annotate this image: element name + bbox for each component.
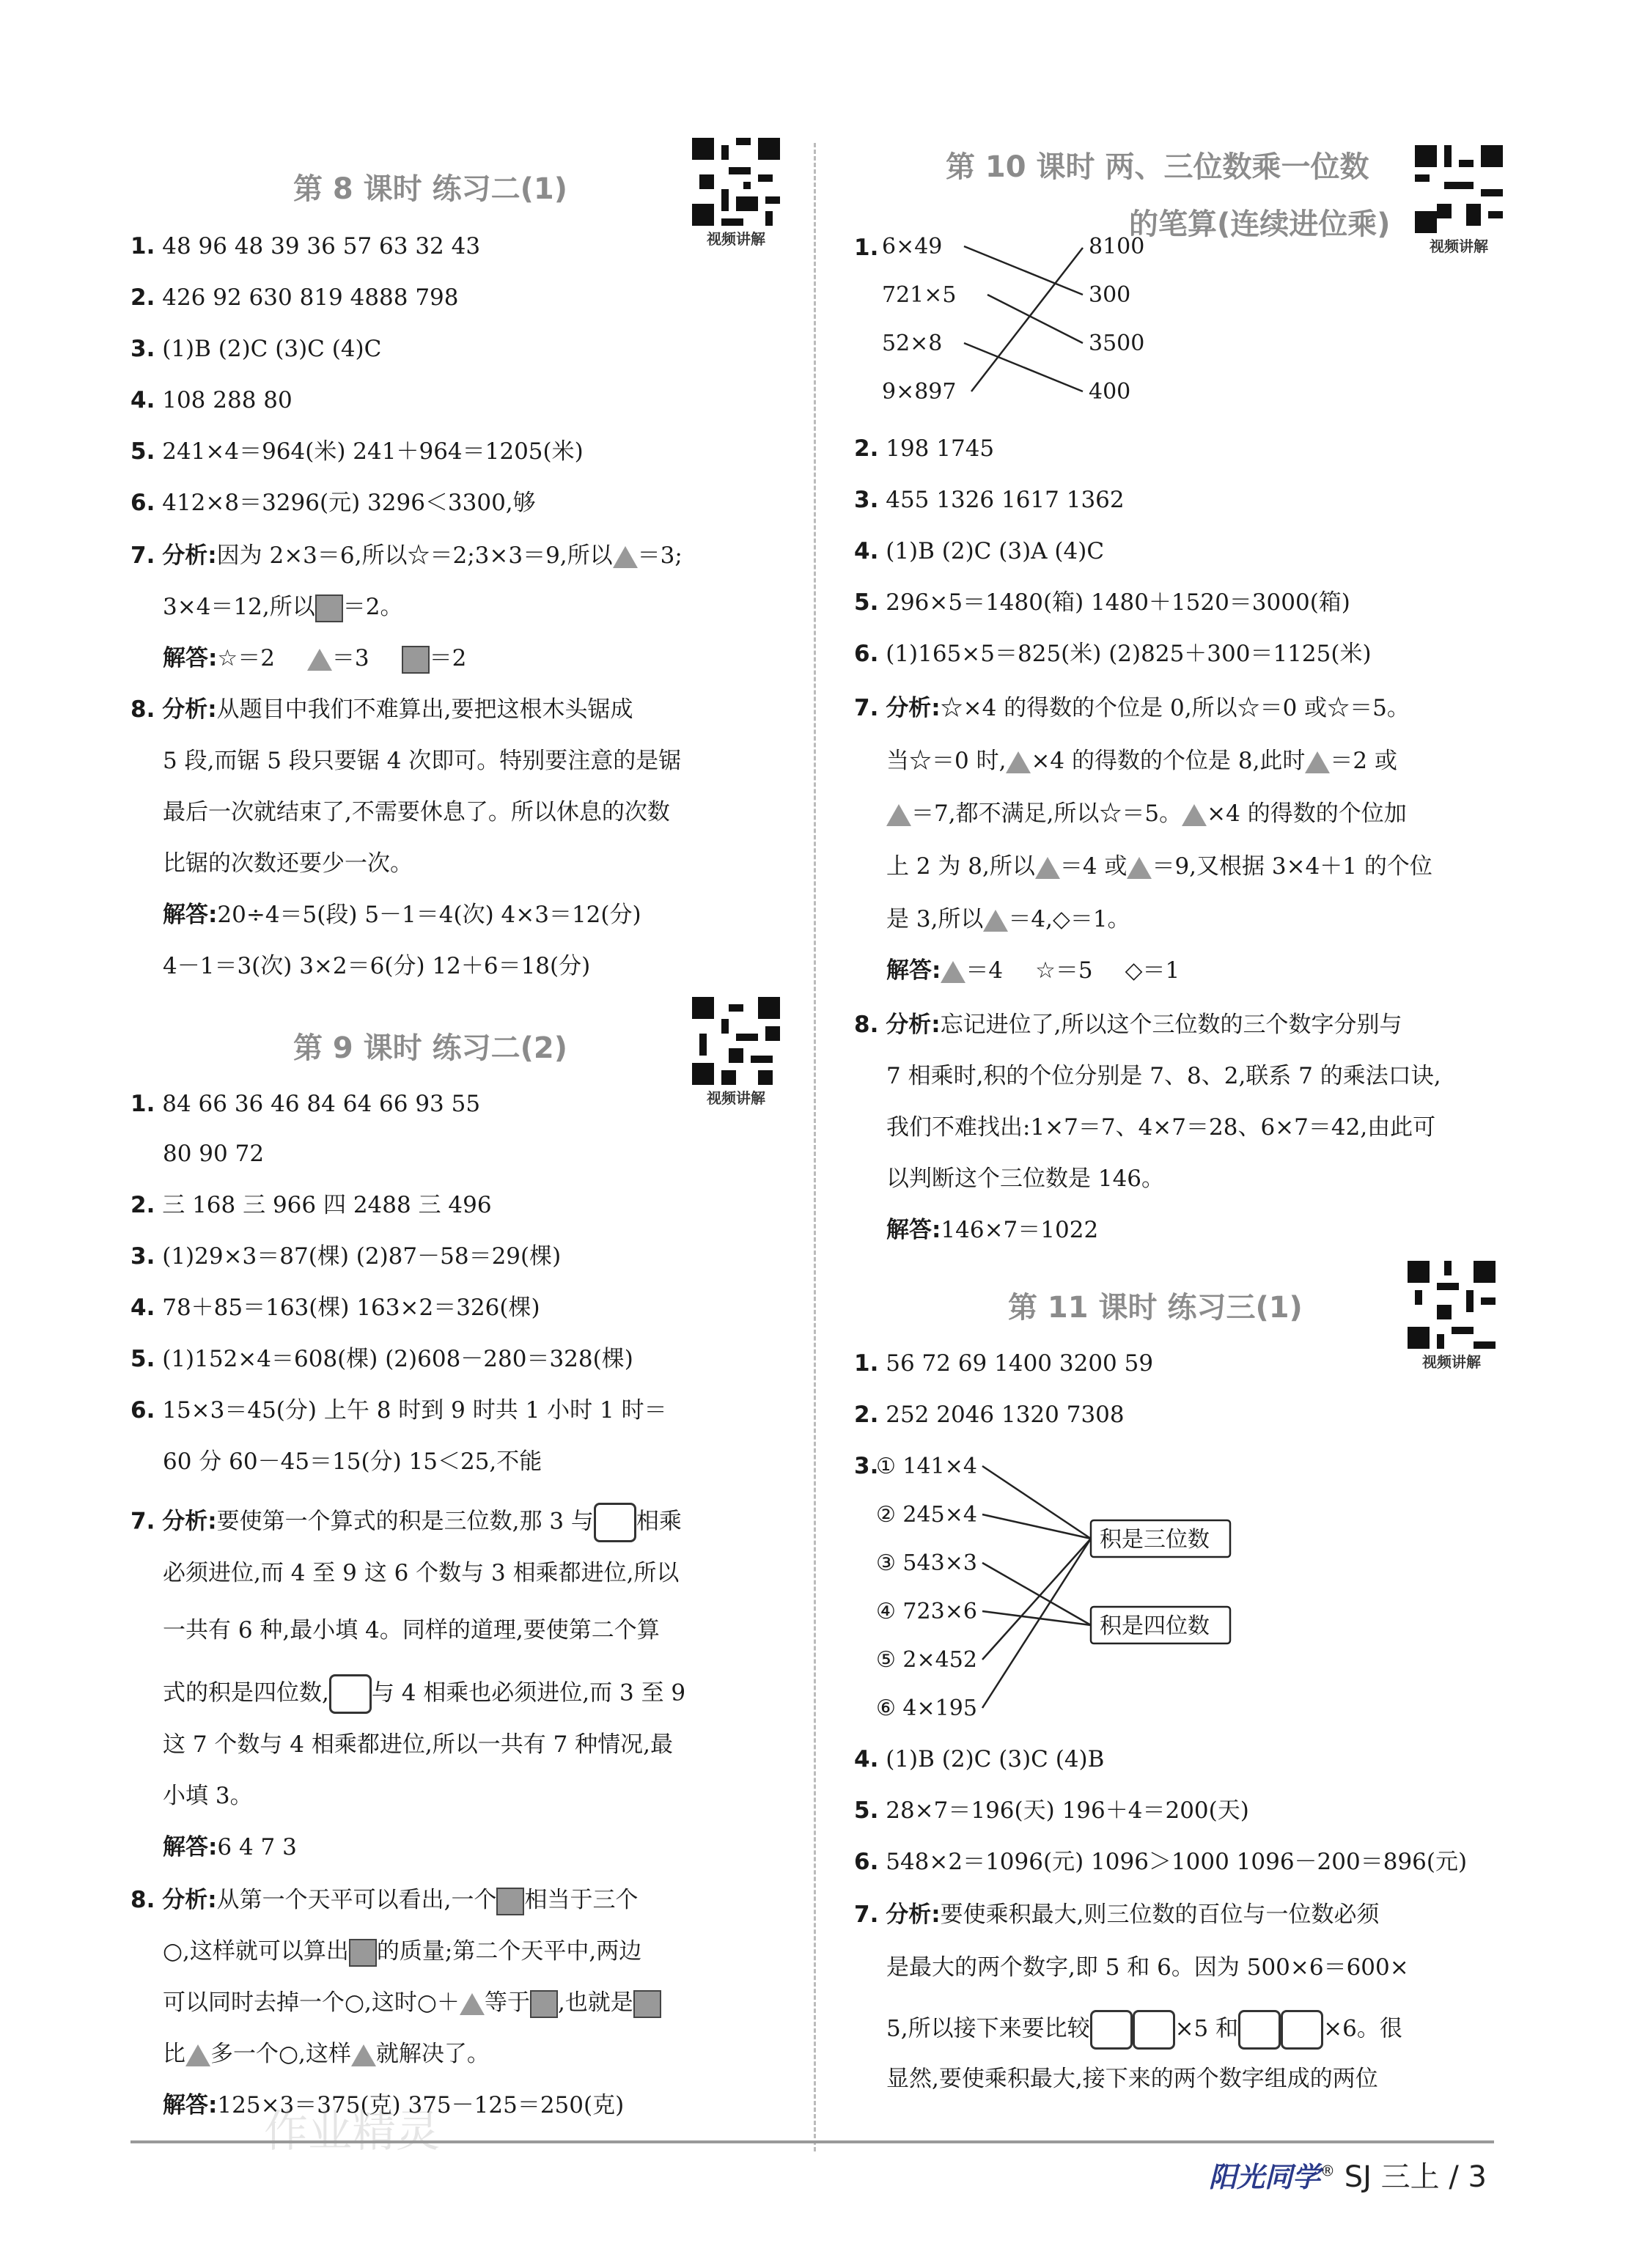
s10-item-5: 5. 296×5＝1480(箱) 1480＋1520＝3000(箱)	[854, 589, 1350, 616]
s10-item-4: 4. (1)B (2)C (3)A (4)C	[854, 538, 1105, 564]
s10-q7-line2: 当☆＝0 时, ×4 的得数的个位是 8,此时 ＝2 或	[886, 748, 1397, 774]
triangle-icon	[1127, 857, 1152, 879]
s10-item-3: 3. 455 1326 1617 1362	[854, 487, 1125, 513]
gray-square-icon	[402, 646, 430, 674]
s9-item-1: 1. 84 66 36 46 84 64 66 93 55	[130, 1091, 481, 1117]
s8-q8-line4: 比锯的次数还要少一次。	[163, 850, 413, 877]
s11-item-4: 4. (1)B (2)C (3)C (4)B	[854, 1746, 1105, 1772]
match-line	[982, 1539, 1091, 1660]
s10-q8-line2: 7 相乘时,积的个位分别是 7、8、2,联系 7 的乘法口诀,	[886, 1063, 1441, 1089]
lesson-10-subtitle: 的笔算(连续进位乘)	[1129, 207, 1391, 241]
s11-q7-line2: 是最大的两个数字,即 5 和 6。因为 500×6＝600×	[886, 1954, 1409, 1981]
s10-q1-right-1: 300	[1089, 282, 1131, 308]
triangle-icon	[1182, 804, 1207, 826]
qr-pattern-icon	[692, 997, 780, 1085]
s8-item-1: 1. 48 96 48 39 36 57 63 32 43	[130, 233, 481, 259]
triangle-icon	[1035, 857, 1060, 879]
s10-q1-left-0: 6×49	[882, 234, 943, 259]
s8-q7-line2: 3×4＝12,所以 ＝2。	[163, 594, 402, 622]
s9-item-5: 5. (1)152×4＝608(棵) (2)608－280＝328(棵)	[130, 1346, 633, 1372]
s9-item-3: 3. (1)29×3＝87(棵) (2)87－58＝29(棵)	[130, 1243, 562, 1270]
s10-q7-line3: ＝7,都不满足,所以☆＝5。 ×4 的得数的个位加	[886, 800, 1407, 828]
s8-item-2: 2. 426 92 630 819 4888 798	[130, 284, 459, 311]
triangle-icon	[307, 649, 332, 671]
s8-q8-line3: 最后一次就结束了,不需要休息了。所以休息的次数	[163, 799, 670, 825]
gray-square-icon	[530, 1990, 558, 2018]
triangle-icon	[613, 546, 638, 568]
s10-q8-line4: 以判断这个三位数是 146。	[886, 1166, 1165, 1192]
gray-square-icon	[315, 594, 343, 622]
match-line	[982, 1514, 1091, 1539]
triangle-icon	[460, 1993, 485, 2015]
s11-q3-item-1: ① 141×4	[876, 1454, 977, 1479]
s10-q1-left-3: 9×897	[882, 379, 957, 405]
s8-q8-line2: 5 段,而锯 5 段只要锯 4 次即可。特别要注意的是锯	[163, 748, 682, 774]
s11-q7-line1: 7. 分析:要使乘积最大,则三位数的百位与一位数必须	[854, 1901, 1380, 1928]
triangle-icon	[351, 2044, 376, 2066]
match-line	[982, 1466, 1091, 1539]
s8-q8-answer1: 解答:20÷4＝5(段) 5－1＝4(次) 4×3＝12(分)	[163, 902, 641, 928]
match-line	[971, 248, 1083, 391]
triangle-icon	[185, 2044, 210, 2066]
page-footer	[1209, 2154, 1487, 2195]
s11-q3-item-5: ⑤ 2×452	[876, 1647, 977, 1673]
qr-label: 视频讲解	[1422, 1353, 1481, 1371]
s9-item-6: 6. 15×3＝45(分) 上午 8 时到 9 时共 1 小时 1 时＝	[130, 1397, 667, 1424]
qr-code-icon[interactable]	[692, 997, 780, 1108]
qr-pattern-icon	[692, 138, 780, 226]
match-line	[982, 1563, 1091, 1625]
s8-item-5: 5. 241×4＝964(米) 241＋964＝1205(米)	[130, 438, 584, 465]
s9-item-1b: 80 90 72	[163, 1141, 265, 1167]
lesson-11-title: 第 11 课时 练习三(1)	[1008, 1291, 1303, 1325]
gray-square-icon	[349, 1939, 377, 1967]
s9-q7-line4: 式的积是四位数, 与 4 相乘也必须进位,而 3 至 9	[163, 1674, 685, 1714]
lesson-8-title: 第 8 课时 练习二(1)	[293, 172, 568, 206]
s11-q3-item-6: ⑥ 4×195	[876, 1696, 977, 1717]
brand-logo: 阳光同学	[1209, 2161, 1321, 2193]
s10-q8-line1: 8. 分析:忘记进位了,所以这个三位数的三个数字分别与	[854, 1012, 1402, 1038]
qr-pattern-icon	[1415, 145, 1503, 233]
s9-q7-line3: 一共有 6 种,最小填 4。同样的道理,要使第二个算	[163, 1617, 660, 1643]
triangle-icon	[1006, 751, 1031, 773]
triangle-icon	[1305, 751, 1330, 773]
s10-q1-matching-diagram	[876, 229, 1184, 419]
lesson-9-title: 第 9 课时 练习二(2)	[293, 1031, 568, 1065]
blank-box	[1133, 2010, 1175, 2050]
s9-q8-answer: 解答:125×3＝375(克) 375－125＝250(克)	[163, 2092, 625, 2118]
triangle-icon	[983, 910, 1008, 932]
qr-label: 视频讲解	[707, 230, 765, 248]
s11-q7-line3: 5,所以接下来要比较 ×5 和 ×6。很	[886, 2010, 1402, 2050]
s10-q7-line5: 是 3,所以 ＝4,◇＝1。	[886, 906, 1130, 932]
blank-box	[594, 1503, 636, 1542]
match-line	[964, 343, 1083, 391]
s10-q1-right-0: 8100	[1089, 234, 1145, 259]
s11-item-5: 5. 28×7＝196(天) 196＋4＝200(天)	[854, 1797, 1249, 1824]
four-digit-label: 积是四位数	[1100, 1613, 1210, 1639]
s8-item-3: 3. (1)B (2)C (3)C (4)C	[130, 336, 382, 362]
s9-item-6b: 60 分 60－45＝15(分) 15＜25,不能	[163, 1448, 542, 1475]
s8-item-4: 4. 108 288 80	[130, 387, 293, 413]
s11-q3-classification-diagram	[876, 1446, 1257, 1717]
s11-q3-number: 3.	[854, 1453, 879, 1479]
s8-q7-line1: 7. 分析:因为 2×3＝6,所以☆＝2;3×3＝9,所以 ＝3;	[130, 542, 683, 569]
triangle-icon	[886, 804, 911, 826]
watermark: 作业精灵	[264, 2106, 440, 2157]
s11-item-6: 6. 548×2＝1096(元) 1096＞1000 1096－200＝896(元)	[854, 1849, 1468, 1875]
lesson-10-title: 第 10 课时 两、三位数乘一位数	[946, 150, 1369, 184]
registered-mark: ®	[1320, 2162, 1336, 2180]
s10-q1-right-2: 3500	[1089, 331, 1145, 356]
s10-item-2: 2. 198 1745	[854, 435, 995, 462]
s10-q8-answer: 解答:146×7＝1022	[886, 1217, 1099, 1243]
s10-q1-left-1: 721×5	[882, 282, 957, 308]
s9-q7-line1: 7. 分析:要使第一个算式的积是三位数,那 3 与 相乘	[130, 1503, 682, 1542]
qr-pattern-icon	[1408, 1261, 1496, 1349]
s8-item-6: 6. 412×8＝3296(元) 3296＜3300,够	[130, 490, 536, 516]
s11-item-1: 1. 56 72 69 1400 3200 59	[854, 1350, 1154, 1377]
s11-q7-line4: 显然,要使乘积最大,接下来的两个数字组成的两位	[886, 2066, 1378, 2092]
s9-item-4: 4. 78＋85＝163(棵) 163×2＝326(棵)	[130, 1295, 540, 1321]
s10-q8-line3: 我们不难找出:1×7＝7、4×7＝28、6×7＝42,由此可	[886, 1114, 1436, 1141]
column-divider	[814, 143, 816, 2151]
blank-box	[1281, 2010, 1323, 2050]
s9-q8-line4: 比 多一个○,这样 就解决了。	[163, 2041, 490, 2067]
qr-label: 视频讲解	[1430, 238, 1488, 255]
qr-code-icon[interactable]	[1415, 145, 1503, 256]
s11-q3-item-2: ② 245×4	[876, 1502, 977, 1528]
s8-q8-line1: 8. 分析:从题目中我们不难算出,要把这根木头锯成	[130, 696, 633, 723]
blank-box	[1238, 2010, 1281, 2050]
s10-q7-line1: 7. 分析:☆×4 的得数的个位是 0,所以☆＝0 或☆＝5。	[854, 695, 1410, 721]
qr-label: 视频讲解	[707, 1089, 765, 1107]
s10-q1-number: 1.	[854, 235, 879, 261]
s9-q7-line6: 小填 3。	[163, 1783, 253, 1809]
s9-q8-line3: 可以同时去掉一个○,这时○＋ 等于 ,也就是	[163, 1989, 661, 2018]
s11-item-2: 2. 252 2046 1320 7308	[854, 1402, 1125, 1428]
s8-q7-answer: 解答:☆＝2 ＝3 ＝2	[163, 645, 466, 674]
s8-q8-answer2: 4－1＝3(次) 3×2＝6(分) 12＋6＝18(分)	[163, 953, 591, 979]
s9-q7-answer: 解答:6 4 7 3	[163, 1834, 297, 1860]
gray-square-icon	[633, 1990, 661, 2018]
gray-square-icon	[496, 1888, 524, 1915]
s11-q3-item-3: ③ 543×3	[876, 1550, 977, 1576]
s10-item-6: 6. (1)165×5＝825(米) (2)825＋300＝1125(米)	[854, 641, 1372, 667]
match-line	[987, 295, 1083, 343]
blank-box	[329, 1674, 372, 1714]
s10-q7-line4: 上 2 为 8,所以 ＝4 或 ＝9,又根据 3×4＋1 的个位	[886, 853, 1432, 880]
blank-box	[1090, 2010, 1133, 2050]
s9-q8-line1: 8. 分析:从第一个天平可以看出,一个 相当于三个	[130, 1887, 638, 1915]
grade-page-label: SJ 三上 / 3	[1344, 2160, 1487, 2194]
s11-q3-item-4: ④ 723×6	[876, 1599, 977, 1624]
s10-q1-left-2: 52×8	[882, 331, 943, 356]
s9-q8-line2: ○,这样就可以算出 的质量;第二个天平中,两边	[163, 1938, 641, 1967]
s9-q7-line5: 这 7 个数与 4 相乘都进位,所以一共有 7 种情况,最	[163, 1731, 673, 1758]
s9-item-2: 2. 三 168 三 966 四 2488 三 496	[130, 1192, 492, 1218]
s10-q1-right-3: 400	[1089, 379, 1131, 405]
s10-q7-answer: 解答: ＝4 ☆＝5 ◇＝1	[886, 957, 1180, 984]
footer-rule	[130, 2140, 1494, 2143]
three-digit-label: 积是三位数	[1100, 1527, 1210, 1553]
qr-code-icon[interactable]	[1408, 1261, 1496, 1372]
s9-q7-line2: 必须进位,而 4 至 9 这 6 个数与 3 相乘都进位,所以	[163, 1560, 680, 1586]
triangle-icon	[941, 961, 965, 983]
qr-code-icon[interactable]	[692, 138, 780, 248]
